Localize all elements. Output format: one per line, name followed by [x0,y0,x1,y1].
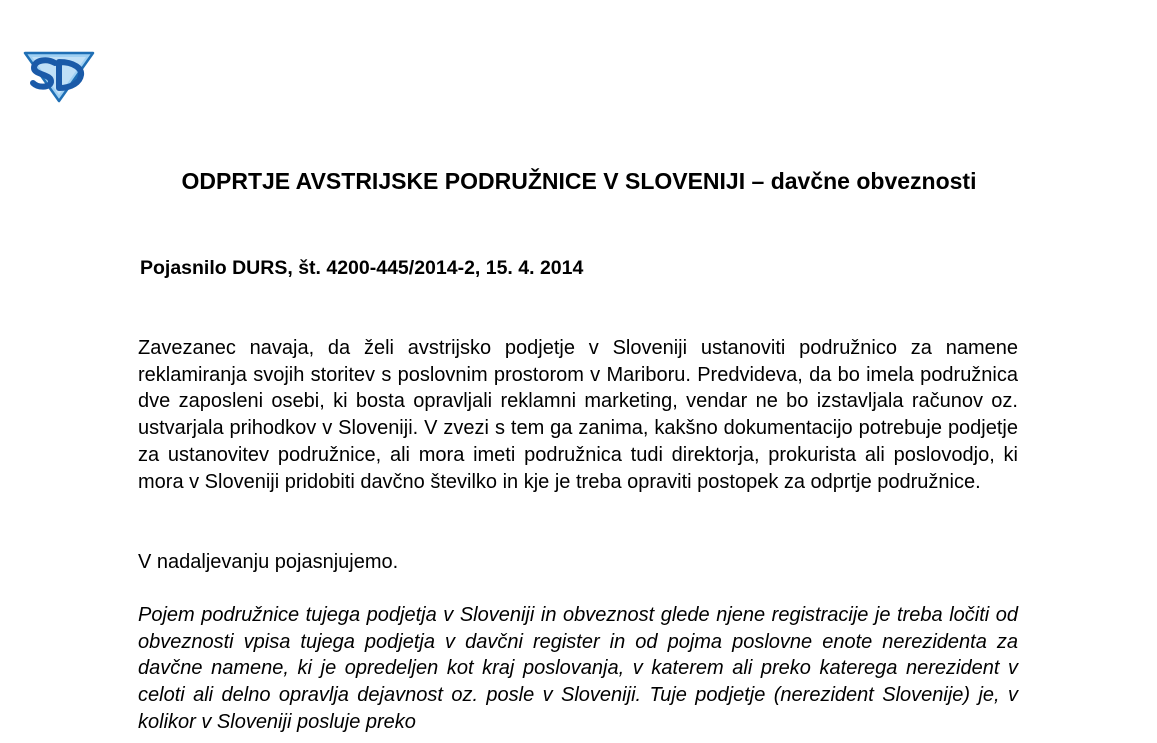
sd-shield-logo-icon [22,48,96,104]
document-reference: Pojasnilo DURS, št. 4200-445/2014-2, 15. 4. 2014 [140,257,584,279]
paragraph-intro: V nadaljevanju pojasnjujemo. [138,551,399,573]
document-title: ODPRTJE AVSTRIJSKE PODRUŽNICE V SLOVENIJI – davčne obveznosti [181,168,977,194]
paragraph-question: Zavezanec navaja, da želi avstrijsko podjetje v Sloveniji ustanoviti podružnico za namene reklamiranja svojih storitev s poslovnim prostorom v Mariboru. Predvideva, da bo imela podružnica dve zaposleni osebi, ki bosta opravljali reklamni marketing, vendar ne bo izstavljala računov oz. ustvarjala prihodkov v Sloveniji. V zvezi s tem ga zanima, kakšno dokumentacijo potrebuje podjetje za ustanovitev podružnice, ali mora imeti podružnica tudi direktorja, prokurista ali poslovodjo, ki mora v Sloveniji pridobiti davčno številko in kje je treba opraviti postopek za odprtje podružnice. [138,337,1018,493]
paragraph-explanation: Pojem podružnice tujega podjetja v Sloveniji in obveznost glede njene registracije je treba ločiti od obveznosti vpisa tujega podjetja v davčni register in od pojma poslovne enote nerezidenta za davčne namene, ki je opredeljen kot kraj poslovanja, v katerem ali preko katerega nerezident v celoti ali delno opravlja dejavnost oz. posle v Sloveniji. Tuje podjetje (nerezident Slovenije) je, v kolikor v Sloveniji posluje preko [138,604,1018,733]
